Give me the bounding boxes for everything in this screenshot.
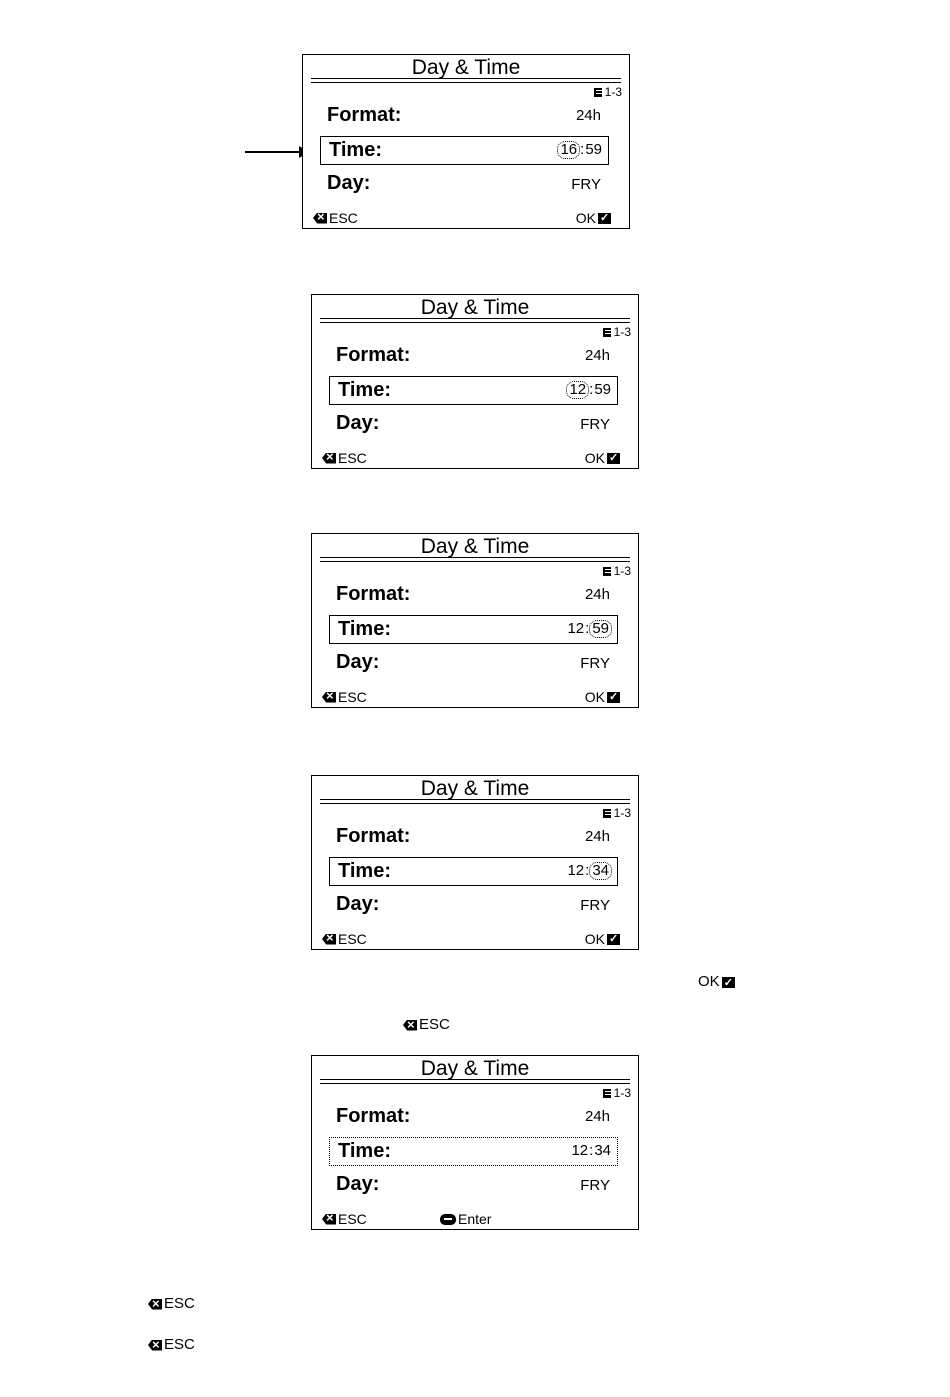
time-hours-field[interactable]: 12 — [567, 620, 585, 637]
day-value[interactable]: FRY — [580, 1177, 610, 1194]
ok-label: OK — [584, 450, 605, 466]
esc-button[interactable] — [322, 450, 367, 466]
day-value[interactable]: FRY — [571, 176, 601, 193]
esc-button[interactable] — [322, 1211, 367, 1227]
document-icon — [594, 88, 604, 97]
esc-label: ESC — [338, 931, 367, 947]
time-value[interactable] — [557, 140, 603, 160]
ok-label: OK — [584, 689, 605, 705]
page-number: 1-3 — [613, 806, 631, 820]
enter-label: Enter — [458, 1211, 492, 1227]
document-icon — [603, 328, 613, 337]
ok-button[interactable] — [585, 931, 620, 947]
time-hours-field[interactable]: 12 — [567, 862, 585, 879]
enter-button[interactable] — [440, 1211, 491, 1227]
format-value[interactable]: 24h — [584, 828, 610, 845]
page-number: 1-3 — [613, 325, 631, 339]
format-value[interactable]: 24h — [584, 347, 610, 364]
ok-button[interactable] — [585, 450, 620, 466]
time-label: Time: — [338, 1140, 391, 1162]
lcd-screen-5 — [311, 1055, 639, 1230]
time-label: Time: — [338, 860, 391, 882]
backspace-x-icon — [313, 213, 327, 224]
time-value[interactable] — [566, 619, 612, 639]
page-number: 1-3 — [613, 1086, 631, 1100]
backspace-x-icon — [322, 934, 336, 945]
backspace-x-icon — [403, 1020, 417, 1031]
esc-button-inline[interactable] — [148, 1295, 195, 1313]
format-label: Format: — [336, 344, 411, 366]
time-label: Time: — [338, 618, 391, 640]
day-label: Day: — [336, 651, 380, 673]
time-value[interactable] — [566, 861, 612, 881]
esc-label: ESC — [164, 1295, 195, 1312]
lcd-screen-1 — [302, 54, 630, 229]
time-label: Time: — [329, 139, 382, 161]
time-separator: : — [589, 381, 594, 398]
enter-key-icon — [440, 1214, 456, 1225]
ok-label: OK — [584, 931, 605, 947]
page-number: 1-3 — [613, 564, 631, 578]
format-label: Format: — [336, 583, 411, 605]
time-row[interactable] — [329, 1137, 618, 1166]
page-indicator — [603, 806, 631, 820]
day-label: Day: — [336, 412, 380, 434]
title-divider — [311, 82, 621, 83]
day-label: Day: — [327, 172, 371, 194]
format-label: Format: — [336, 1105, 411, 1127]
time-row[interactable] — [329, 376, 618, 405]
esc-label: ESC — [338, 689, 367, 705]
day-label: Day: — [336, 893, 380, 915]
format-label: Format: — [327, 104, 402, 126]
day-value[interactable]: FRY — [580, 897, 610, 914]
time-hours-field[interactable]: 16 — [557, 141, 580, 159]
lcd-screen-2 — [311, 294, 639, 469]
format-value[interactable]: 24h — [575, 107, 601, 124]
time-separator: : — [585, 862, 590, 879]
time-row[interactable] — [329, 615, 618, 644]
title-divider — [320, 1083, 630, 1084]
backspace-x-icon — [322, 453, 336, 464]
esc-button-inline[interactable] — [148, 1336, 195, 1354]
backspace-x-icon — [148, 1340, 162, 1351]
backspace-x-icon — [322, 692, 336, 703]
title-divider — [320, 803, 630, 804]
ok-button-inline[interactable] — [698, 973, 735, 991]
ok-button[interactable] — [585, 689, 620, 705]
page-indicator — [603, 325, 631, 339]
format-value[interactable]: 24h — [584, 1108, 610, 1125]
screen-title: Day & Time — [420, 535, 530, 558]
document-icon — [603, 809, 613, 818]
backspace-x-icon — [322, 1214, 336, 1225]
document-icon — [603, 1089, 613, 1098]
checkmark-icon — [598, 213, 611, 224]
day-value[interactable]: FRY — [580, 655, 610, 672]
ok-label: OK — [698, 973, 720, 990]
esc-button[interactable] — [322, 689, 367, 705]
screen-title: Day & Time — [420, 777, 530, 800]
title-divider — [320, 1079, 630, 1080]
page-number: 1-3 — [604, 85, 622, 99]
time-value[interactable] — [566, 380, 612, 400]
time-value[interactable] — [570, 1141, 612, 1161]
checkmark-icon — [607, 692, 620, 703]
time-hours-field[interactable]: 12 — [566, 381, 589, 399]
title-divider — [320, 799, 630, 800]
time-hours-field[interactable]: 12 — [571, 1142, 589, 1159]
esc-label: ESC — [164, 1336, 195, 1353]
time-minutes-field[interactable]: 34 — [589, 862, 612, 880]
esc-button[interactable] — [313, 210, 358, 226]
title-divider — [320, 561, 630, 562]
esc-button[interactable] — [322, 931, 367, 947]
screen-title: Day & Time — [411, 56, 521, 79]
backspace-x-icon — [148, 1299, 162, 1310]
screen-title: Day & Time — [420, 1057, 530, 1080]
page-indicator — [603, 1086, 631, 1100]
ok-button[interactable] — [576, 210, 611, 226]
title-divider — [311, 78, 621, 79]
checkmark-icon — [722, 977, 735, 988]
lcd-screen-3 — [311, 533, 639, 708]
day-label: Day: — [336, 1173, 380, 1195]
time-separator: : — [580, 141, 585, 158]
time-separator: : — [589, 1142, 594, 1159]
time-minutes-field[interactable]: 59 — [589, 620, 612, 638]
lcd-screen-4 — [311, 775, 639, 950]
format-value[interactable]: 24h — [584, 586, 610, 603]
checkmark-icon — [607, 453, 620, 464]
title-divider — [320, 322, 630, 323]
document-icon — [603, 567, 613, 576]
checkmark-icon — [607, 934, 620, 945]
esc-label: ESC — [419, 1016, 450, 1033]
day-value[interactable]: FRY — [580, 416, 610, 433]
ok-label: OK — [575, 210, 596, 226]
title-divider — [320, 557, 630, 558]
time-row[interactable] — [320, 136, 609, 165]
time-minutes-field[interactable]: 34 — [594, 1142, 611, 1159]
esc-label: ESC — [329, 210, 358, 226]
format-label: Format: — [336, 825, 411, 847]
esc-label: ESC — [338, 450, 367, 466]
esc-button-inline[interactable] — [403, 1016, 450, 1034]
right-arrow-icon — [245, 151, 307, 153]
title-divider — [320, 318, 630, 319]
screen-title: Day & Time — [420, 296, 530, 319]
page-indicator — [594, 85, 622, 99]
esc-label: ESC — [338, 1211, 367, 1227]
time-label: Time: — [338, 379, 391, 401]
time-separator: : — [585, 620, 590, 637]
time-minutes-field[interactable]: 59 — [594, 381, 611, 398]
time-minutes-field[interactable]: 59 — [585, 141, 602, 158]
page-indicator — [603, 564, 631, 578]
time-row[interactable] — [329, 857, 618, 886]
